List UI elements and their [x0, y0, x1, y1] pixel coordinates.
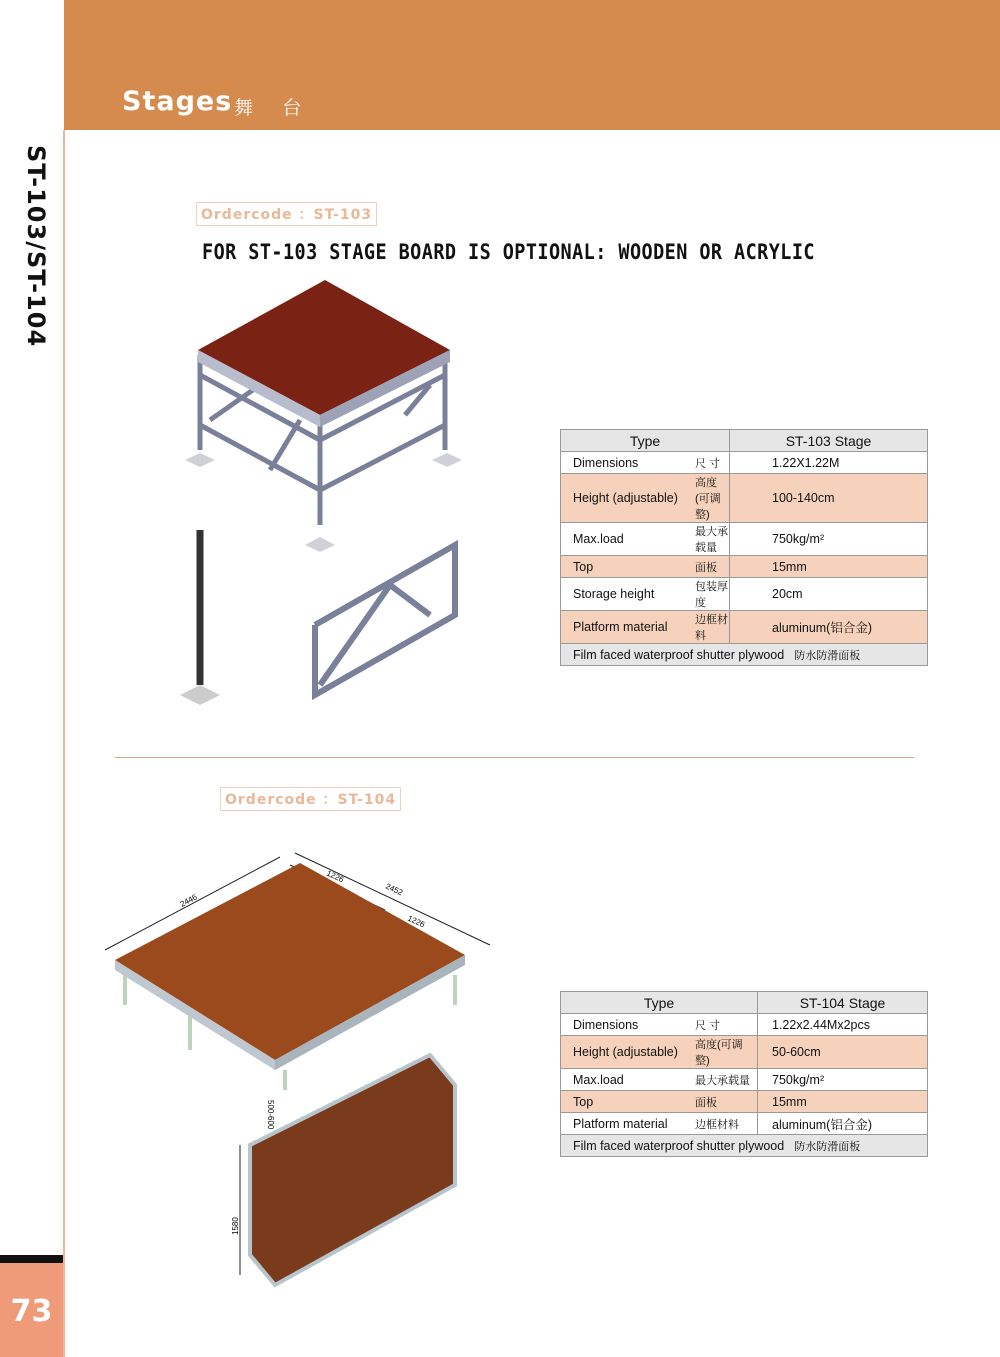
spec-value: aluminum(铝合金): [730, 611, 928, 644]
ordercode-st104: Ordercode ：ST-104: [220, 787, 401, 811]
st103-stage-illustration: [170, 275, 470, 715]
spec-label-cn: 最大承载量: [683, 1069, 758, 1091]
side-product-code: ST-103/ST-104: [22, 145, 50, 348]
spec-label: Storage height: [561, 578, 684, 611]
footer-text: Film faced waterproof shutter plywood: [573, 647, 785, 662]
spec-label-cn: 高度(可调整): [683, 1036, 758, 1069]
spec-value: 15mm: [758, 1091, 928, 1113]
spec-footer: [561, 644, 928, 666]
spec-value: 750kg/m²: [758, 1069, 928, 1091]
section-divider: [115, 757, 914, 758]
type-value: ST-104 Stage: [758, 992, 928, 1014]
spec-label: Dimensions: [561, 452, 684, 474]
type-header: Type: [561, 992, 758, 1014]
dim-label: 1226: [406, 913, 427, 930]
dim-label: 1580: [231, 1217, 240, 1235]
spec-label-cn: 高度(可调整): [683, 474, 730, 523]
spec-label: Max.load: [561, 523, 684, 556]
spec-label: Platform material: [561, 1113, 684, 1135]
type-header: Type: [561, 430, 730, 452]
spec-label-cn: 面板: [683, 556, 730, 578]
spec-label: Top: [561, 556, 684, 578]
spec-label: Platform material: [561, 611, 684, 644]
spec-value: aluminum(铝合金): [758, 1113, 928, 1135]
page-number: 73: [10, 1294, 53, 1329]
spec-value: 100-140cm: [730, 474, 928, 523]
spec-label-cn: 面板: [683, 1091, 758, 1113]
spec-value: 1.22x2.44Mx2pcs: [758, 1014, 928, 1036]
spec-label-cn: 尺 寸: [683, 452, 730, 474]
spec-label-cn: 边框材料: [683, 1113, 758, 1135]
section-title-cn: 舞 台: [234, 98, 314, 119]
spec-value: 50-60cm: [758, 1036, 928, 1069]
spec-label-cn: 边框材料: [683, 611, 730, 644]
footer-text-cn: 防水防滑面板: [794, 649, 861, 662]
spec-value: 15mm: [730, 556, 928, 578]
section-title: Stages: [122, 86, 233, 117]
spec-value: 750kg/m²: [730, 523, 928, 556]
st104-spec-table: [560, 991, 928, 1157]
ordercode-st103: Ordercode ：ST-103: [196, 202, 377, 226]
footer-text-cn: 防水防滑面板: [794, 1140, 861, 1153]
spec-label-cn: 最大承载量: [683, 523, 730, 556]
spec-label: Dimensions: [561, 1014, 684, 1036]
spec-label: Height (adjustable): [561, 1036, 684, 1069]
margin-line: [63, 130, 65, 1357]
spec-value: 1.22X1.22M: [730, 452, 928, 474]
page-tab-bar: [0, 1255, 63, 1263]
type-value: ST-103 Stage: [730, 430, 928, 452]
dim-label: 2446: [178, 892, 199, 909]
dim-label: 500-600: [266, 1100, 275, 1130]
dim-label: 1226: [325, 868, 346, 885]
spec-label: Top: [561, 1091, 684, 1113]
spec-label: Height (adjustable): [561, 474, 684, 523]
footer-text: Film faced waterproof shutter plywood: [573, 1138, 785, 1153]
st103-spec-table: [560, 429, 928, 666]
headline: FOR ST-103 STAGE BOARD IS OPTIONAL: WOODEN OR ACRYLIC: [202, 240, 816, 264]
st104-stage-illustration: [100, 845, 500, 1300]
spec-label-cn: 尺 寸: [683, 1014, 758, 1036]
spec-footer: [561, 1135, 928, 1157]
spec-label: Max.load: [561, 1069, 684, 1091]
dim-label: 2452: [384, 881, 405, 898]
spec-label-cn: 包装厚度: [683, 578, 730, 611]
spec-value: 20cm: [730, 578, 928, 611]
